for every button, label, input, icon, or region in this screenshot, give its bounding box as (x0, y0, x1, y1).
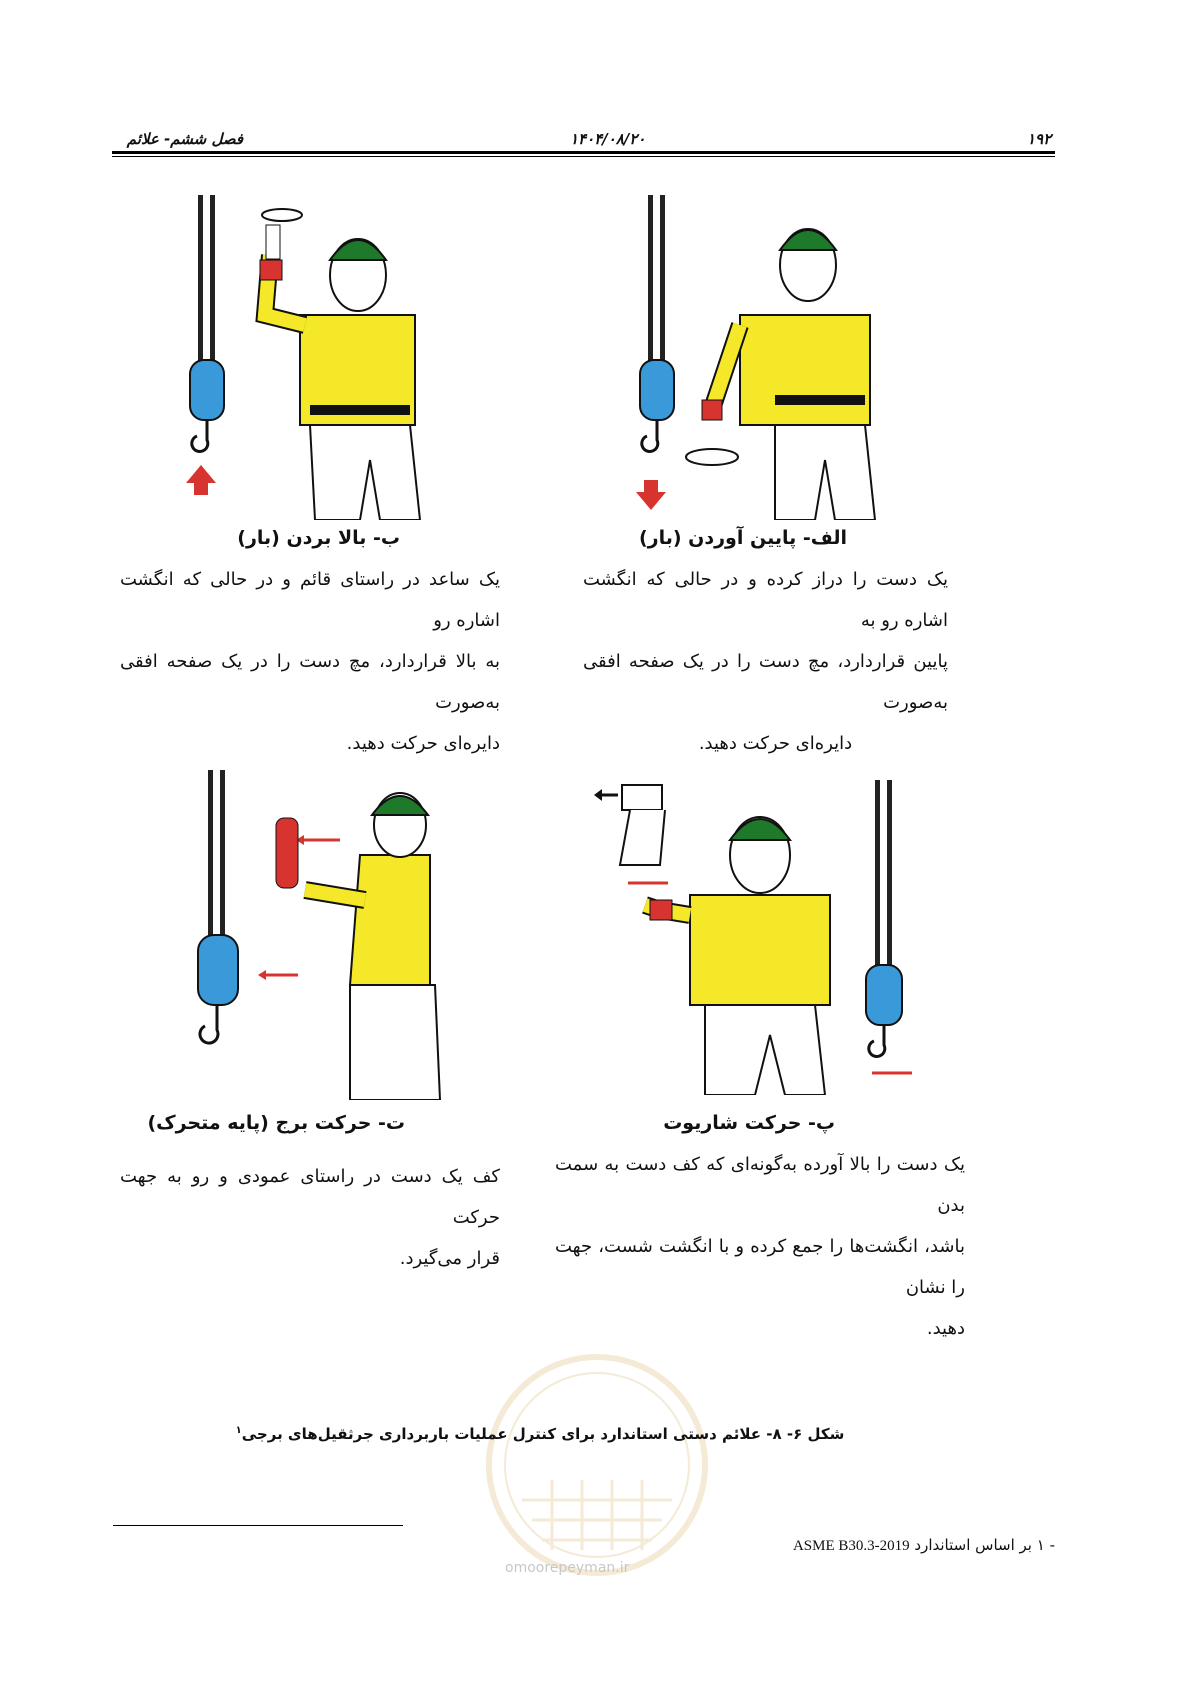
caption-trolley-line: باشد، انگشت‌ها را جمع کرده و با انگشت شست، جهت را نشان (555, 1236, 965, 1298)
caption-raise-line: یک ساعد در راستای قائم و در حالی که انگشت اشاره رو (120, 569, 500, 631)
chapter-title: فصل ششم- علائم (126, 130, 243, 148)
header-date: ۱۴۰۴/۰۸/۲۰ (570, 130, 646, 148)
caption-raise-title: ب- بالا بردن (بار) (237, 527, 400, 549)
footnote-ref: ۱ (235, 1425, 242, 1436)
caption-raise-line: دایره‌ای حرکت دهید. (346, 733, 500, 754)
caption-lower-title: الف- پایین آوردن (بار) (638, 527, 848, 549)
caption-tower-title: ت- حرکت برج (پایه متحرک) (147, 1112, 405, 1134)
footnote-standard: ASME B30.3-2019 (792, 1538, 910, 1554)
signal-tower-illustration (180, 770, 450, 1100)
caption-lower (583, 518, 948, 764)
footnote-prefix: - ۱ بر اساس استاندارد (914, 1536, 1055, 1554)
header-rule-thin (112, 156, 1055, 157)
signal-lower-illustration (630, 195, 890, 520)
caption-raise-line: به بالا قراردارد، مچ دست را در یک صفحه افقی به‌صورت (120, 651, 500, 713)
caption-tower (120, 1103, 500, 1279)
footnote (793, 1536, 1055, 1555)
figure-caption-text: شکل ۶- ۸- علائم دستی استاندارد برای کنترل عملیات باربرداری جرثقیل‌های برجی (241, 1425, 845, 1443)
header-rule-thick (112, 151, 1055, 154)
caption-trolley-line: یک دست را بالا آورده به‌گونه‌ای که کف دست به سمت بدن (555, 1154, 965, 1216)
caption-trolley (555, 1103, 965, 1349)
signal-raise-illustration (180, 195, 450, 520)
caption-trolley-line: دهید. (926, 1318, 965, 1339)
signal-trolley-illustration (590, 775, 930, 1095)
caption-lower-line: یک دست را دراز کرده و در حالی که انگشت اشاره رو به (583, 569, 948, 631)
footnote-rule (113, 1525, 403, 1526)
caption-lower-line: دایره‌ای حرکت دهید. (698, 733, 853, 754)
caption-raise (120, 518, 500, 764)
caption-lower-line: پایین قراردارد، مچ دست را در یک صفحه افقی به‌صورت (583, 651, 948, 713)
figure-caption (200, 1425, 880, 1443)
caption-tower-line: کف یک دست در راستای عمودی و رو به جهت حرکت (120, 1166, 500, 1228)
watermark-seal (482, 1350, 712, 1580)
caption-tower-line: قرار می‌گیرد. (399, 1248, 500, 1269)
watermark-url: omoorepeyman.ir (505, 1560, 630, 1576)
caption-trolley-title: پ- حرکت شاریوت (663, 1112, 835, 1134)
page-number: ۱۹۲ (1027, 130, 1052, 148)
